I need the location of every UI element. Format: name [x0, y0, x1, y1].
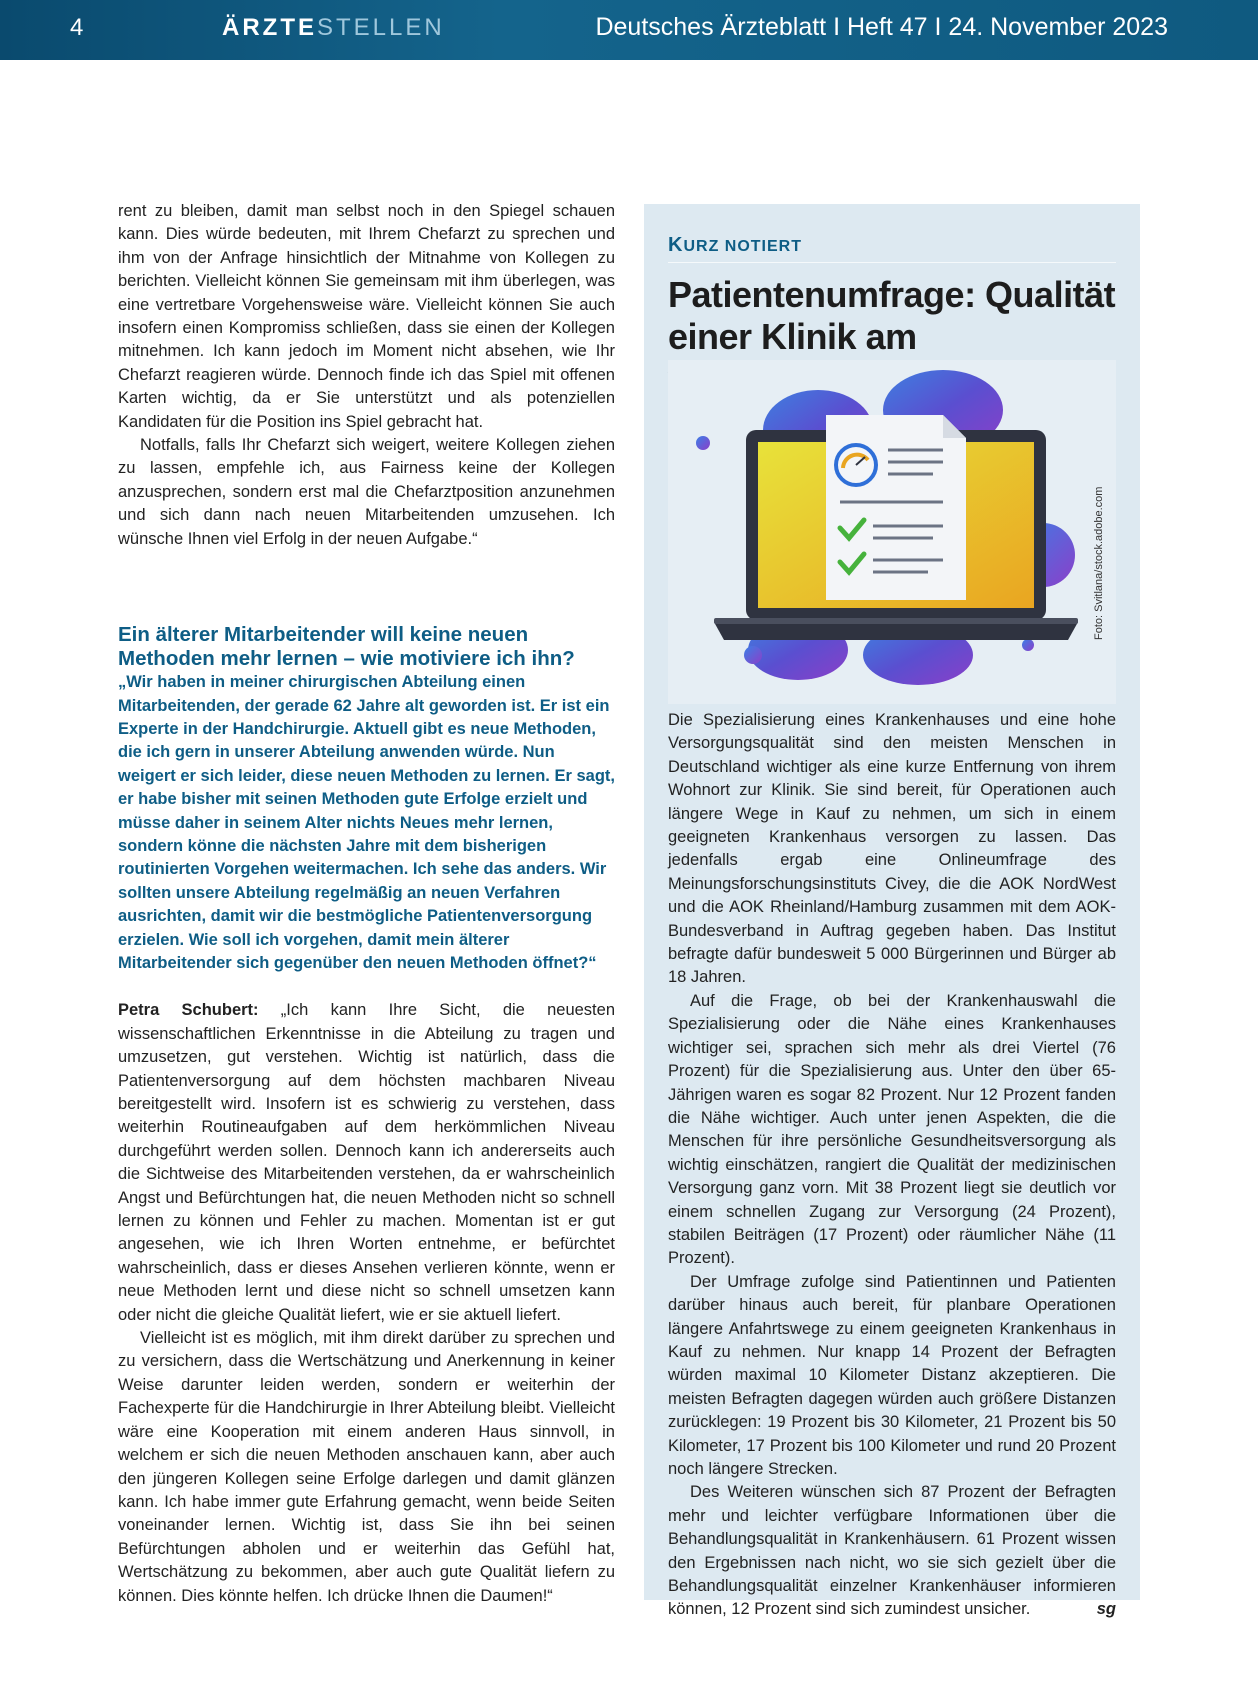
page-header — [0, 0, 1258, 60]
box-body — [668, 709, 1116, 1622]
answer-author: Petra Schubert: — [118, 1001, 259, 1020]
issue-info: Deutsches Ärzteblatt I Heft 47 I 24. November 2023 — [595, 13, 1168, 41]
question-heading: Ein älterer Mitarbeitender will keine neuen Methoden mehr lernen – wie motiviere ich ihn? — [118, 623, 575, 671]
paragraph: Auf die Frage, ob bei der Krankenhauswahl die Spezialisierung oder die Nähe eines Krankenhauses wichtiger sei, sprachen sich mehr als drei Viertel (76 Prozent) für die Spezialisierung aus. Unter den über 65-Jährigen waren es sogar 82 Prozent. Nur 12 Prozent fanden die Nähe wichtiger. Auch unter jenen Aspekten, die die Menschen für ihre persönliche Gesundheitsversorgung als wichtig einschätzen, rangiert die Qualität der medizinischen Versorgung ganz vorn. Mit 38 Prozent liegt sie deutlich vor einem schnellen Zugang zur Versorgung (24 Prozent), stabilen Beiträgen (17 Prozent) oder räumlicher Nähe (11 Prozent). — [668, 991, 1116, 1268]
kicker — [668, 234, 802, 257]
paragraph: rent zu bleiben, damit man selbst noch in den Spiegel schauen kann. Dies würde bedeuten, mit Ihrem Chefarzt zu sprechen und ihm von der Anfrage hinsichtlich der Mitnahme von Kollegen zu berichten. Vielleicht können Sie gemeinsam mit ihm überlegen, was eine vertretbare Vorgehensweise wäre. Vielleicht können Sie auch insofern einen Kompromiss schließen, dass sie einen der Kollegen mitnehmen. Ich kann jedoch im Moment nicht absehen, wie Ihr Chefarzt reagieren würde. Dennoch finde ich das Spiel mit offenen Karten wichtig, da er Sie unterstützt und als potenziellen Kandidaten für die Position ins Spiel gebracht hat. — [118, 202, 615, 431]
brand-logo — [222, 14, 445, 42]
left-column — [118, 200, 615, 1608]
illustration-svg — [668, 360, 1116, 704]
brand-part1: ÄRZTE — [222, 14, 317, 41]
box-title: Patientenumfrage: Qualität einer Klinik am — [668, 274, 1116, 357]
answer-text: „Ich kann Ihre Sicht, die neuesten wissenschaftlichen Erkenntnisse in die Abteilung zu tragen und umzusetzen, gut verstehen. Wichtig ist natürlich, dass die Patientenversorgung auf dem höchsten machbaren Niveau bereitgestellt wird. Insofern ist es schwierig zu verstehen, dass weiterhin Routineaufgaben auf dem herkömmlichen Niveau durchgeführt werden sollen. Dennoch kann ich andererseits auch die Sichtweise des Mitarbeitenden verstehen, da er wahrscheinlich Angst und Befürchtungen hat, die neuen Methoden nicht so schnell lernen zu können und Fehler zu machen. Momentan ist er gut angesehen, wie ich Ihren Worten entnehme, er befürchtet wahrscheinlich, dass er dieses Ansehen verlieren könnte, wenn er neue Methoden lernt und diese nicht so schnell umsetzen kann oder nicht die gleiche Qualität liefert, wie er sie aktuell liefert. — [118, 1001, 615, 1324]
paragraph: Notfalls, falls Ihr Chefarzt sich weigert, weitere Kollegen ziehen zu lassen, empfehle ich, aus Fairness keine der Kollegen anzusprechen, sondern erst mal die Chefarztposition anzunehmen und sich dann nach neuen Mitarbeitenden umzusehen. Ich wünsche Ihnen viel Erfolg in der neuen Aufgabe.“ — [118, 436, 615, 548]
kicker-rest: URZ NOTIERT — [683, 238, 802, 255]
brand-part2: STELLEN — [317, 14, 445, 41]
paragraph: Der Umfrage zufolge sind Patientinnen und Patienten darüber hinaus auch bereit, für planbare Operationen längere Anfahrtswege zu einem geeigneten Krankenhaus in Kauf zu nehmen. Nur knapp 14 Prozent der Befragten würden maximal 10 Kilometer Distanz akzeptieren. Die meisten Befragten dagegen würden auch größere Distanzen zurücklegen: 19 Prozent bis 30 Kilometer, 21 Prozent bis 50 Kilometer, 17 Prozent bis 100 Kilometer und rund 20 Prozent noch längere Strecken. — [668, 1272, 1116, 1478]
divider — [668, 262, 1116, 263]
paragraph: Die Spezialisierung eines Krankenhauses und eine hohe Versorgungsqualität sind den meisten Menschen in Deutschland wichtiger als eine kurze Entfernung von ihrem Wohnort zur Klinik. Sie sind bereit, für Operationen auch längere Wege in Kauf zu nehmen, um sich in einem geeigneten Krankenhaus versorgen zu lassen. Das jedenfalls ergab eine Onlineumfrage des Meinungsforschungsinstituts Civey, die die AOK NordWest und die AOK Rheinland/Hamburg zusammen mit dem AOK-Bundesverband in Auftrag gegeben haben. Das Institut befragte dafür bundesweit 5 000 Bürgerinnen und Bürger ab 18 Jahren. — [668, 711, 1116, 987]
photo-credit: Foto: Svitlana/stock.adobe.com — [1093, 486, 1105, 640]
page-number: 4 — [70, 14, 84, 41]
paragraph: Vielleicht ist es möglich, mit ihm direkt darüber zu sprechen und zu versichern, dass die Wertschätzung und Anerkennung in keiner Weise darunter leiden werden, sondern er weiterhin der Fachexperte für die Handchirurgie in Ihrer Abteilung bleibt. Vielleicht wäre eine Kooperation mit einem anderen Haus sinnvoll, in welchem er sich die neuen Methoden anschauen kann, aber auch den jüngeren Kollegen seine Erfolge darlegen und damit glänzen kann. Ich habe immer gute Erfahrung gemacht, wenn beide Seiten voneinander lernen. Wichtig ist, dass Sie ihn bei seinen Befürchtungen abholen und er weiterhin das Gefühl hat, Wertschätzung zu bekommen, aber auch gute Qualität liefern zu können. Dies könnte helfen. Ich drücke Ihnen die Daumen!“ — [118, 1329, 615, 1605]
question-text: „Wir haben in meiner chirurgischen Abteilung einen Mitarbeitenden, der gerade 62 Jahre alt geworden ist. Er ist ein Experte in der Handchirurgie. Aktuell gibt es neue Methoden, die ich gern in unserer Abteilung anwenden würde. Nun weigert er sich leider, diese neuen Methoden zu lernen. Er sagt, er habe bisher mit seinen Methoden gute Erfolge erzielt und müsse daher in seinem Alter nichts Neues mehr lernen, sondern könne die nächsten Jahre mit dem bisherigen routinierten Vorgehen weitermachen. Ich sehe das anders. Wir sollten unsere Abteilung regelmäßig an neuen Verfahren ausrichten, damit wir die bestmögliche Patientenversorgung erzielen. Wie soll ich vorgehen, damit mein älterer Mitarbeitender sich gegenüber den neuen Methoden öffnet?“ — [118, 673, 615, 972]
kicker-initial: K — [668, 234, 684, 256]
paragraph — [668, 1481, 1116, 1621]
author-signature: sg — [1096, 1600, 1116, 1619]
paragraph-text: Des Weiteren wünschen sich 87 Prozent der Befragten mehr und leichter verfügbare Informationen über die Behandlungsqualität in Krankenhäusern. 61 Prozent wissen den Ergebnissen nach nicht, wo sie sich gezielt über die Behandlungsqualität einzelner Krankenhäuser informieren können, 12 Prozent sind sich zumindest unsicher. — [668, 1483, 1116, 1619]
answer-paragraph — [118, 999, 615, 1327]
news-box — [644, 204, 1140, 1619]
laptop-checklist-illustration — [668, 360, 1116, 704]
